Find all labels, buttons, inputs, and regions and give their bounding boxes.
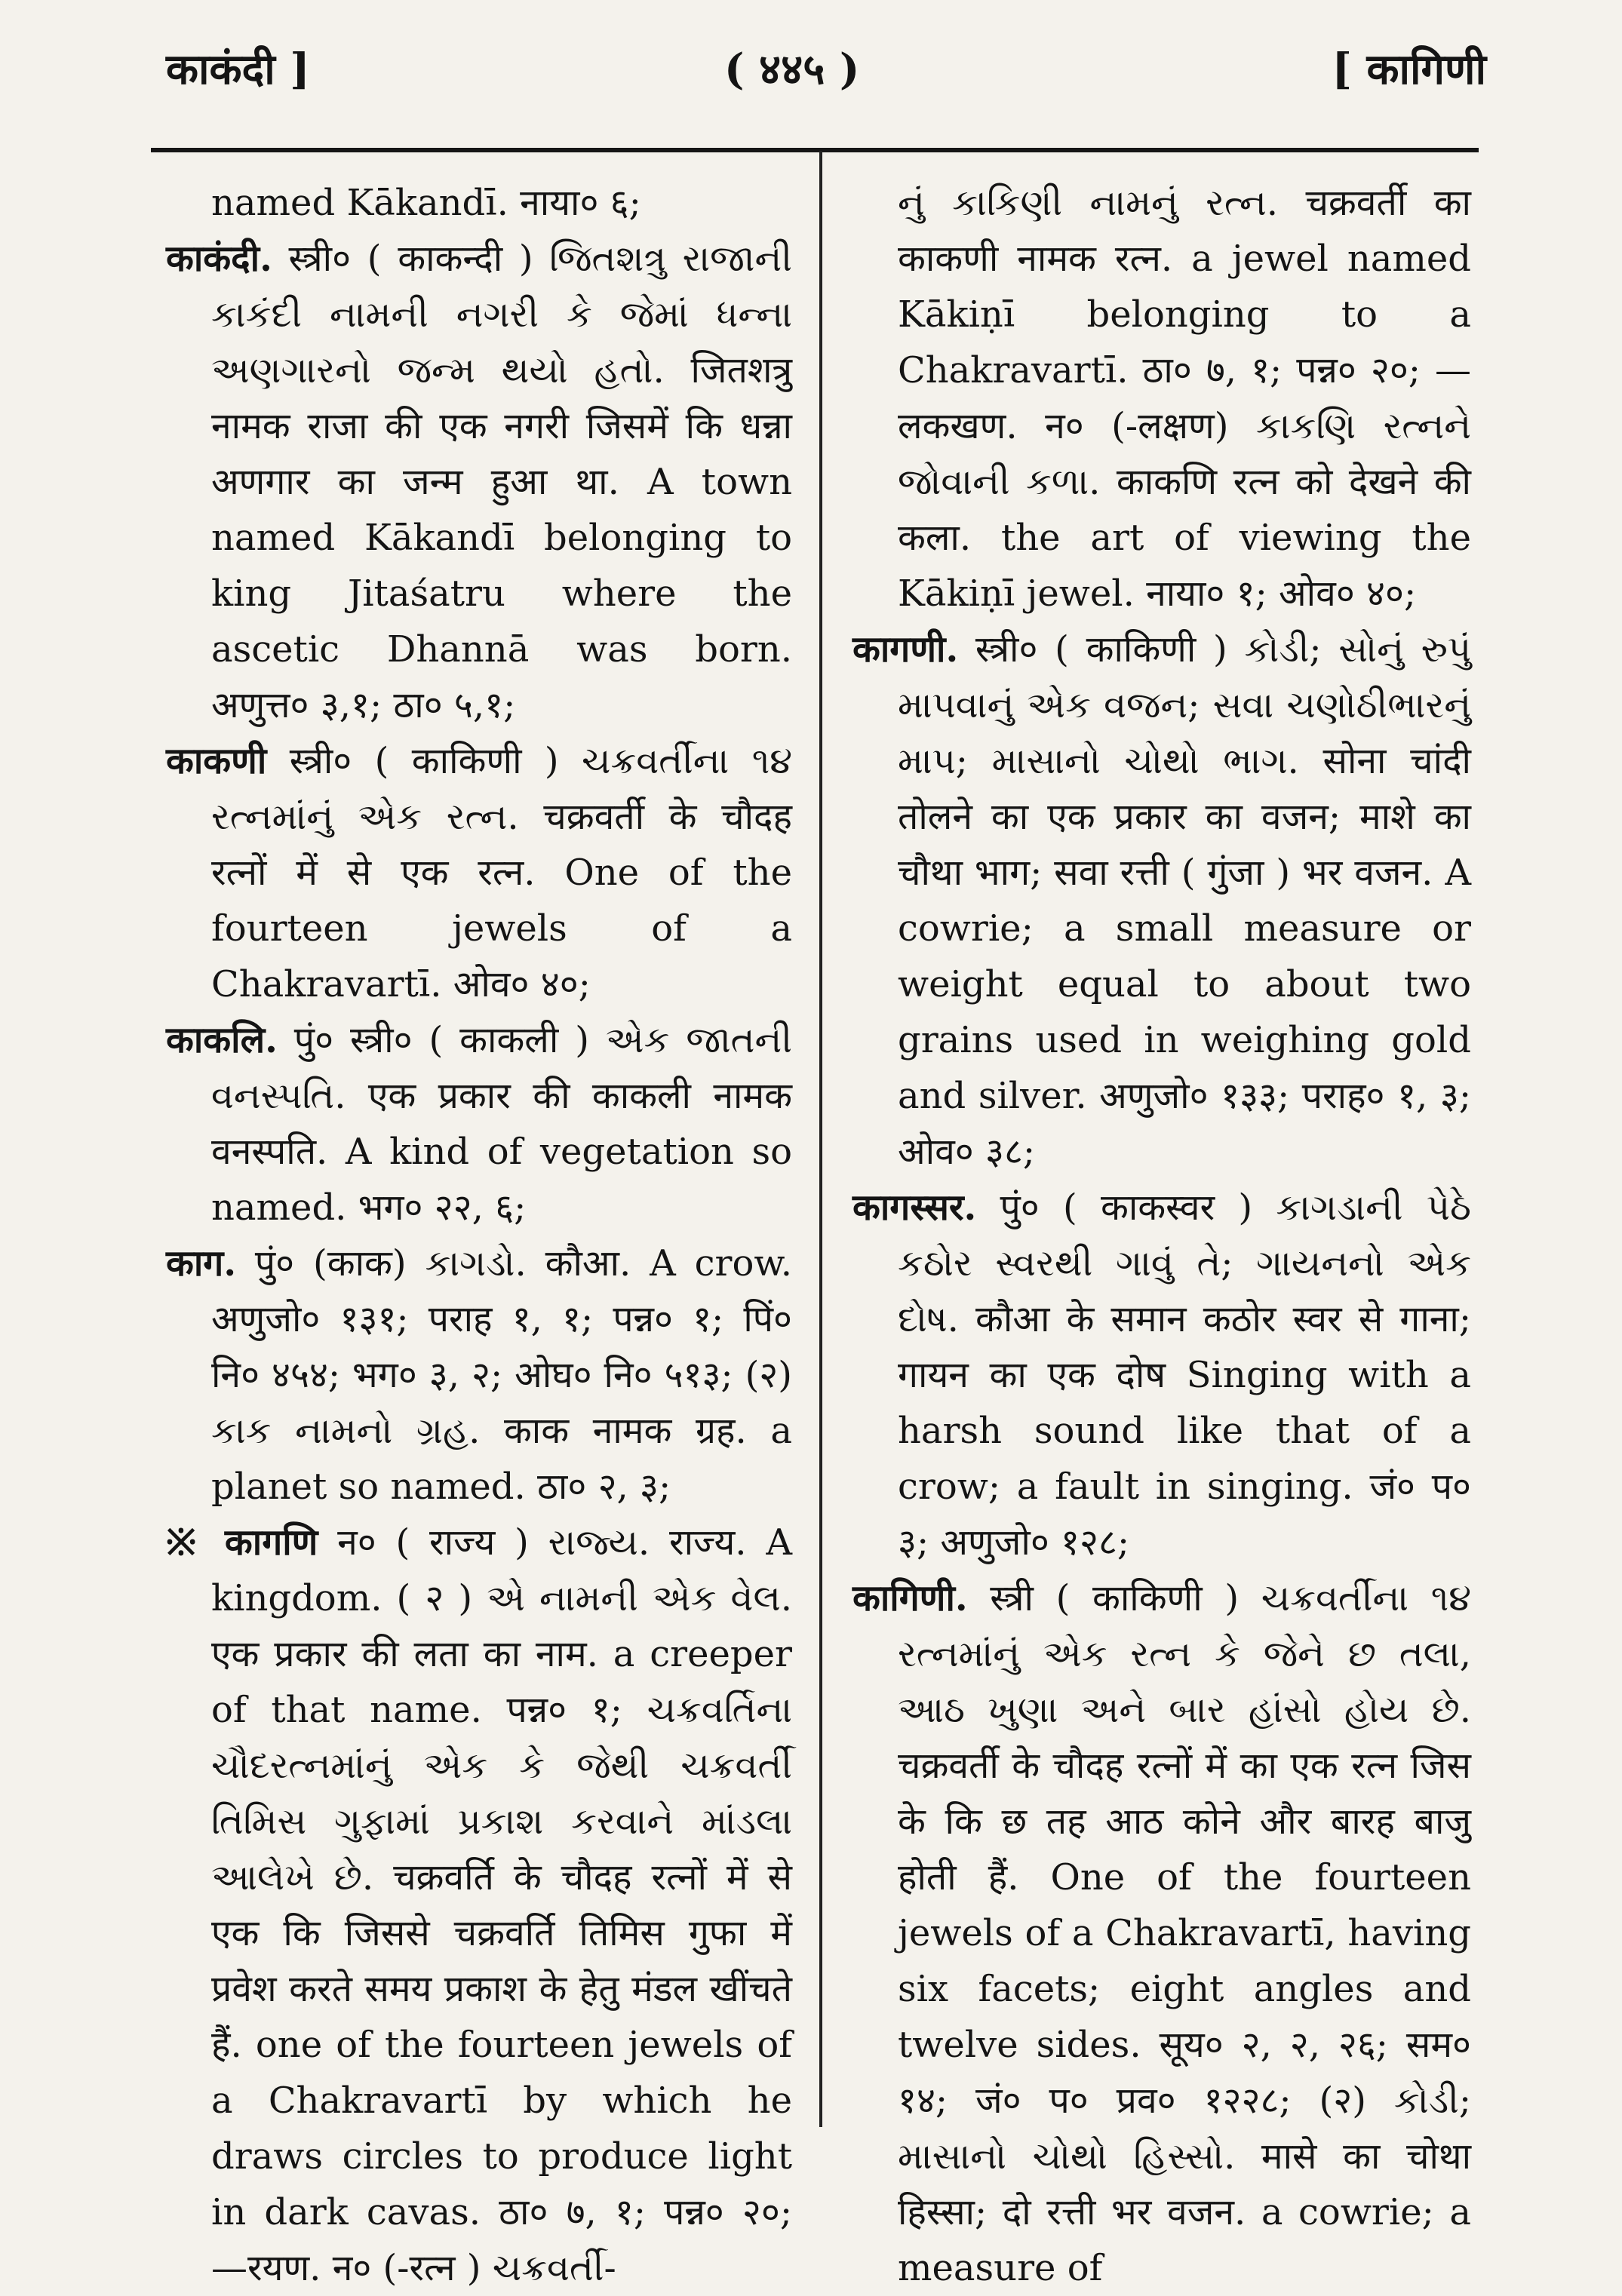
headword: कागिणी.: [852, 1577, 968, 1619]
entry-continuation: નું કાકિણી નામનું રત્ન. चक्रवर्ती का काकणी नामक रत्न. a jewel named Kākiṇī belonging to a Chakravartī. ठा० ७, १; पन्न० २०; —लकखण. न० (-लक्षण) કાકણિ રત્નને જોવાની કળા. काकणि रत्न को देखने की कला. the art of viewing the Kākiṇī jewel. नाया० १; ओव० ४०;: [898, 182, 1471, 615]
headword: कागस्सर.: [852, 1186, 977, 1229]
entry-definition: न० ( राज्य ) રાજ્ય. राज्य. A kingdom. ( २ ) એ નામની એક વેલ. एक प्रकार की लता का नाम. a creeper of that name. पन्न० १; ચક્રવર્તિના ચૌદરત્નમાંનું એક કે જેથી ચક્રવર્તી તિમિસ ગુફામાં પ્રકાશ કરવાને માંડલા આલેખે છે. चक्रवर्ति के चौदह रत्नों में से एक कि जिससे चक्रवर्ति तिमिस गुफा में प्रवेश करते समय प्रकाश के हेतु मंडल खींचते हैं. one of the fourteen jewels of a Chakravartī by which he draws circles to produce light in dark cavas. ठा० ७, १; पन्न० २०; —रयण. न० (-रत्न ) ચક્રવર્તી-: [211, 1521, 792, 2289]
right-column: [852, 175, 1471, 2296]
headword: काकणी: [166, 740, 267, 782]
entry-definition: पुं० स्त्री० ( काकली ) એક જાતની વનસ્પતિ. एक प्रकार की काकली नामक वनस्पति. A kind of vegetation so named. भग० २२, ६;: [211, 1019, 792, 1229]
entry-definition: पुं० (काक) કાગડો. कौआ. A crow. अणुजो० १३१; पराह १, १; पन्न० १; पिं० नि० ४५४; भग० ३, २; ओघ० नि० ५१३; (२) કાક નામનો ગ્રહ. काक नामक ग्रह. a planet so named. ठा० २, ३;: [211, 1242, 792, 1508]
headword: काकलि.: [166, 1019, 278, 1061]
entry-definition: स्त्री० ( काकन्दी ) જિતશત્રુ રાજાની કાકંદી નામની નગરી કે જેમાં ધન્ના અણગારનો જન્મ થયો હતો. जितशत्रु नामक राजा की एक नगरी जिसमें कि धन्ना अणगार का जन्म हुआ था. A town named Kākandī belonging to king Jitaśatru where the ascetic Dhannā was born. अणुत्त० ३,१; ठा० ५,१;: [211, 238, 792, 726]
column-divider: [819, 151, 822, 2127]
entry-definition: स्त्री ( काकिणी ) ચક્રવર્તીના ૧૪ રત્નમાંનું એક રત્ન કે જેને છ તલા, આઠ ખુણા અને બાર હાંસો હોય છે. चक्रवर्ती के चौदह रत्नों में का एक रत्न जिस के कि छ तह आठ कोने और बारह बाजु होती हैं. One of the fourteen jewels of a Chakravartī, having six facets; eight angles and twelve sides. सूय० २, २, २६; सम० १४; जं० प० प्रव० १२२८; (२) કોડી; માસાનો ચોથો હિસ્સો. मासे का चोथा हिस्सा; दो रत्ती भर वजन. a cowrie; a measure of: [898, 1577, 1471, 2289]
dictionary-entry: [852, 1570, 1471, 2296]
dictionary-entry: [166, 231, 792, 733]
dictionary-entry: [166, 1012, 792, 1235]
entry-definition: स्त्री० ( काकिणी ) કોડી; સોનું રુપું માપવાનું એક વજન; સવા ચણોઠીભારનું માપ; માસાનો ચોથો ભાગ. सोना चांदी तोलने का एक प्रकार का वजन; माशे का चौथा भाग; सवा रत्ती ( गुंजा ) भर वजन. A cowrie; a small measure or weight equal to about two grains used in weighing gold and silver. अणुजो० १३३; पराह० १, ३; ओव० ३८;: [898, 628, 1471, 1173]
header-rule: [151, 148, 1479, 152]
headword: काकंदी.: [166, 238, 272, 280]
dictionary-entry: [852, 622, 1471, 1180]
header-left-guideword: काकंदी ]: [166, 45, 310, 94]
entry-definition: स्त्री० ( काकिणी ) ચક્રવર્તીના ૧૪ રત્નમાંનું એક રત્ન. चक्रवर्ती के चौदह रत्नों में से एक रत्न. One of the fourteen jewels of a Chakravartī. ओव० ४०;: [211, 740, 792, 1005]
entry-continuation: named Kākandī. नाया० ६;: [211, 182, 641, 224]
dictionary-entry: [166, 733, 792, 1012]
headword: कागणी.: [852, 628, 959, 671]
headword: ※ कागणि: [166, 1521, 318, 1564]
dictionary-entry: [852, 1180, 1471, 1570]
dictionary-entry: [166, 1235, 792, 1515]
entry-definition: पुं० ( काकस्वर ) કાગડાની પેઠે કઠોર સ્વરથી ગાવું તે; ગાયનનો એક દોષ. कौआ के समान कठोर स्वर से गाना; गायन का एक दोष Singing with a harsh sound like that of a crow; a fault in singing. जं० प० ३; अणुजो० १२८;: [898, 1186, 1471, 1564]
header-right-guideword: [ कागिणी: [1332, 45, 1486, 94]
headword: काग.: [166, 1242, 237, 1285]
page-number: ( ४४५ ): [724, 45, 860, 94]
left-column: [166, 175, 792, 2296]
dictionary-entry: [166, 1515, 792, 2296]
